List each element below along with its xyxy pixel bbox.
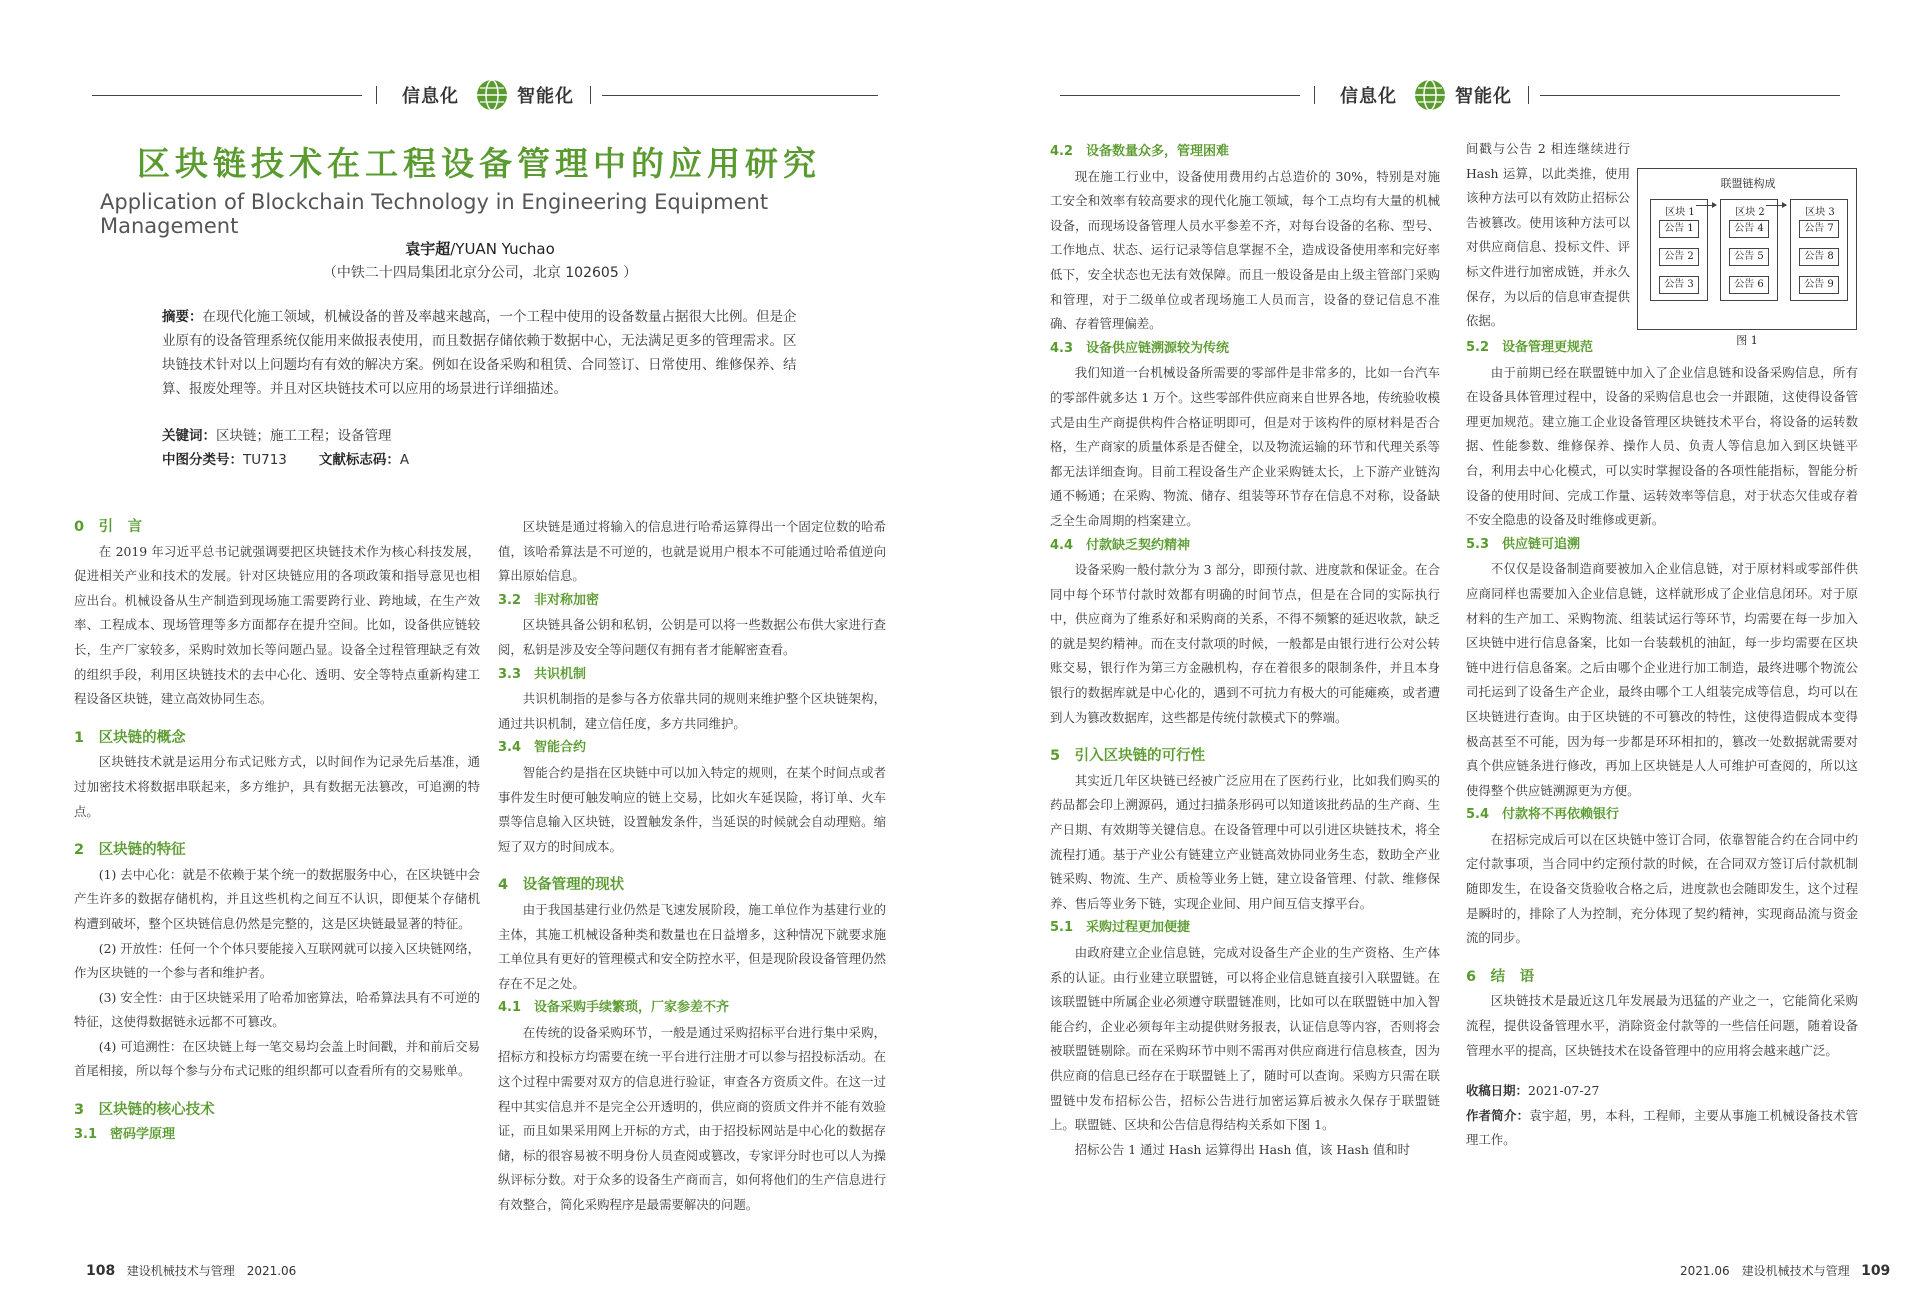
notice-box: 公告 5 bbox=[1729, 248, 1769, 266]
notice-box: 公告 4 bbox=[1729, 220, 1769, 238]
notice-box: 公告 2 bbox=[1659, 248, 1699, 266]
paragraph: (3) 安全性：由于区块链采用了哈希加密算法，哈希算法具有不可逆的特征，这使得数据链永远都不可篡改。 bbox=[74, 989, 480, 1030]
block-1 bbox=[1650, 199, 1708, 301]
notice-box: 公告 9 bbox=[1799, 276, 1839, 294]
classification-label: 中图分类号： bbox=[162, 452, 243, 468]
figure-title: 联盟链构成 bbox=[1720, 177, 1776, 190]
column-2 bbox=[498, 515, 886, 1218]
subsection-heading: 4.4 付款缺乏契约精神 bbox=[1050, 537, 1191, 553]
header-tick bbox=[376, 86, 377, 104]
block-label: 区块 2 bbox=[1735, 207, 1765, 218]
block-3 bbox=[1790, 199, 1848, 301]
section-heading: 0 引 言 bbox=[74, 519, 143, 535]
author-bio bbox=[1466, 1104, 1858, 1153]
received-label: 收稿日期： bbox=[1466, 1083, 1528, 1099]
section-heading: 3 区块链的核心技术 bbox=[74, 1102, 215, 1119]
subsection-heading: 3.3 共识机制 bbox=[498, 666, 587, 682]
author-name-cn: 袁宇超 bbox=[405, 240, 451, 258]
column-3 bbox=[1050, 140, 1440, 1162]
paragraph: 间戳与公告 2 相连继续进行 Hash 运算，以此类推，使用该种方法可以有效防止招标公告被篡改。使用该种方法可以对供应商信息、投标文件、评标文件进行加密成链，并永久保存，为以后的信息审查提供依据。 bbox=[1466, 141, 1630, 329]
classification-value: TU713 bbox=[243, 452, 287, 468]
notice-box: 公告 6 bbox=[1729, 276, 1769, 294]
header-tick bbox=[1314, 86, 1315, 104]
globe-icon bbox=[1413, 78, 1447, 112]
header-word-informatization: 信息化 bbox=[1340, 86, 1397, 107]
received-date bbox=[1466, 1079, 1858, 1104]
paragraph: 区块链技术是最近这几年发展最为迅猛的产业之一，它能简化采购流程，提供设备管理水平，消除资金付款等的一些信任问题，随着设备管理水平的提高，区块链技术在设备管理中的应用将会越来越广泛。 bbox=[1466, 993, 1858, 1058]
paragraph: 区块链技术就是运用分布式记账方式，以时间作为记录先后基准，通过加密技术将数据串联起来，多方维护，具有数据无法篡改，可追溯的特点。 bbox=[74, 754, 480, 819]
section-header-right bbox=[1060, 78, 1860, 114]
paragraph: (4) 可追溯性：在区块链上每一笔交易均会盖上时间戳，并和前后交易首尾相接，所以每个参与分布式记账的组织都可以查看所有的交易账单。 bbox=[74, 1038, 480, 1079]
page-number: 108 bbox=[86, 1263, 116, 1279]
author-line bbox=[0, 238, 960, 259]
doc-code-label: 文献标志码： bbox=[318, 452, 400, 468]
header-tick bbox=[1528, 86, 1529, 104]
notice-box: 公告 7 bbox=[1799, 220, 1839, 238]
footer-left bbox=[86, 1262, 296, 1279]
paragraph: 在传统的设备采购环节，一般是通过采购招标平台进行集中采购，招标方和投标方均需要在统一平台进行注册才可以参与招投标活动。在这个过程中需要对双方的信息进行验证，审查各方资质文件。在这一过程中其实信息并不是完全公开透明的，供应商的资质文件并不能有效验证，而且如果采用网上开标的方式，由于招投标网站是中心化的数据存储，标的很容易被不明身份人员查阅或篡改，专家评分时也可以人为操纵评标分数。对于众多的设备生产商而言，如何将他们的生产信息进行有效整合，简化采购程序是最需要解决的问题。 bbox=[498, 1024, 886, 1213]
section-heading: 5 引入区块链的可行性 bbox=[1050, 748, 1206, 765]
notice-box: 公告 8 bbox=[1799, 248, 1839, 266]
section-heading: 2 区块链的特征 bbox=[74, 842, 186, 859]
paragraph: 由政府建立企业信息链，完成对设备生产企业的生产资格、生产体系的认证。由行业建立联盟链，可以将企业信息链直接引入联盟链。在该联盟链中所属企业必须遵守联盟链准则，比如可以在联盟链中加入智能合约，企业必须每年主动提供财务报表，认证信息等内容，否则将会被联盟链剔除。而在采购环节中则不需再对供应商进行信息核查，因为供应商的信息已经存在于联盟链上了，随时可以查询。采购方只需在联盟链中发布招标公告，招标公告进行加密运算后被永久保存于联盟链上。联盟链、区块和公告信息得结构关系如下图 1。 bbox=[1050, 945, 1440, 1133]
paragraph: 在 2019 年习近平总书记就强调要把区块链技术作为核心科技发展，促进相关产业和技术的发展。针对区块链应用的各项政策和指导意见也相应出台。机械设备从生产制造到现场施工需要跨行业、跨地域，在生产效率、工程成本、现场管理等多方面都存在提升空间。比如，设备供应链较长，生产厂家较多，采购时效加长等问题凸显。设备全过程管理缺乏有效的组织手段，利用区块链技术的去中心化、透明、安全等特点重新构建工程设备区块链，建立高效协同生态。 bbox=[74, 543, 480, 707]
globe-icon bbox=[475, 78, 509, 112]
subsection-heading: 5.4 付款将不再依赖银行 bbox=[1466, 807, 1620, 823]
subsection-heading: 3.4 智能合约 bbox=[498, 740, 587, 756]
paragraph: 区块链是通过将输入的信息进行哈希运算得出一个固定位数的哈希值，该哈希算法是不可逆的，也就是说用户根本不可能通过哈希值逆向算出原始信息。 bbox=[498, 519, 886, 584]
paragraph: 招标公告 1 通过 Hash 运算得出 Hash 值，该 Hash 值和时 bbox=[1074, 1141, 1411, 1157]
paragraph: 共识机制指的是参与各方依靠共同的规则来维护整个区块链架构，通过共识机制，建立信任度，多方共同维护。 bbox=[498, 691, 886, 731]
subsection-heading: 3.2 非对称加密 bbox=[498, 592, 600, 608]
chain-arrow bbox=[1696, 205, 1716, 206]
abstract bbox=[162, 305, 807, 401]
abstract-text: 在现代化施工领域，机械设备的普及率越来越高，一个工程中使用的设备数量占据很大比例。但是企业原有的设备管理系统仅能用来做报表使用，而且数据存储依赖于数据中心，无法满足更多的管理需求。区块链技术针对以上问题均有有效的解决方案。例如在设备采购和租赁、合同签订、日常使用、维修保养、结算、报废处理等。并且对区块链技术可以应用的场景进行详细描述。 bbox=[162, 309, 797, 397]
subsection-heading: 4.3 设备供应链溯源较为传统 bbox=[1050, 340, 1230, 356]
article-title-cn: 区块链技术在工程设备管理中的应用研究 bbox=[137, 144, 821, 183]
article-title-en: Application of Blockchain Technology in Engineering Equipment Management bbox=[100, 190, 769, 238]
column-4 bbox=[1466, 336, 1858, 1153]
chain-arrow bbox=[1766, 205, 1786, 206]
page-number: 109 bbox=[1861, 1263, 1891, 1279]
bio-label: 作者简介： bbox=[1466, 1107, 1530, 1123]
paragraph: 不仅仅是设备制造商要被加入企业信息链，对于原材料或零部件供应商同样也需要加入企业信息链，这样就形成了企业信息闭环。对于原材料的生产加工、采购物流、组装试运行等环节，均需要在每一步加入区块链中进行信息备案，比如一台装载机的油缸，每一步均需要在区块链中进行信息备案。之后由哪个企业进行加工制造，最终进哪个物流公司托运到了设备生产企业，最终由哪个工人组装完成等信息，均可以在区块链进行查询。由于区块链的不可篡改的特性，这使得造假成本变得极高甚至不可能，因为每一步都是环环相扣的，篡改一处数据就需要对真个供应链条进行修改，再加上区块链是人人可维护可查阅的，所以这使得整个供应链溯源更为方便。 bbox=[1466, 561, 1858, 798]
notice-box: 公告 1 bbox=[1659, 220, 1699, 238]
paragraph: 区块链具备公钥和私钥，公钥是可以将一些数据公布供大家进行查阅，私钥是涉及安全等问题仅有拥有者才能解密查看。 bbox=[498, 617, 886, 657]
keywords-label: 关键词： bbox=[162, 428, 216, 444]
column-1 bbox=[74, 515, 480, 1147]
column-4-top bbox=[1466, 137, 1630, 334]
paragraph: 现在施工行业中，设备使用费用约占总造价的 30%，特别是对施工安全和效率有较高要求的现代化施工领域，每个工点均有大量的机械设备，而现场设备管理人员水平参差不齐，对每台设备的名称、型号、工作地点、状态、运行记录等信息掌握不全，造成设备使用率和完好率低下，安全状态也无法有效保障。而且一般设备是由上级主管部门采购和管理，对于二级单位或者现场施工人员而言，设备的登记信息不准确、存着管理偏差。 bbox=[1050, 168, 1440, 332]
bio-text: 袁宇超，男，本科，工程师，主要从事施工机械设备技术管理工作。 bbox=[1466, 1107, 1859, 1148]
doc-code-value: A bbox=[399, 452, 410, 468]
header-rule bbox=[92, 95, 362, 96]
header-word-informatization: 信息化 bbox=[402, 86, 459, 107]
figure-caption: 图 1 bbox=[1736, 334, 1758, 347]
keywords-block bbox=[162, 424, 807, 472]
paragraph: (2) 开放性：任何一个个体只要能接入互联网就可以接入区块链网络，作为区块链的一个参与者和维护者。 bbox=[74, 940, 480, 981]
footer-right bbox=[1680, 1262, 1890, 1279]
section-heading: 1 区块链的概念 bbox=[74, 729, 186, 746]
journal-name: 2021.06 建设机械技术与管理 bbox=[1680, 1264, 1850, 1278]
subsection-heading: 5.1 采购过程更加便捷 bbox=[1050, 920, 1191, 936]
section-header-left bbox=[92, 78, 892, 114]
paragraph: 其实近几年区块链已经被广泛应用在了医药行业，比如我们购买的药品都会印上溯源码，通过扫描条形码可以知道该批药品的生产商、生产日期、有效期等关键信息。在设备管理中可以引进区块链技术，将全流程打通。基于产业公有链建立产业链高效协同业务生态，数助全产业链采购、物流、生产、质检等业务上链，建立设备管理、付款、维修保养、售后等业务下链，实现企业间、用户间互信支撑平台。 bbox=[1050, 772, 1440, 911]
paragraph: 由于前期已经在联盟链中加入了企业信息链和设备采购信息，所有在设备具体管理过程中，设备的采购信息也会一并跟随，这使得设备管理更加规范。建立施工企业设备管理区块链技术平台，将设备的运转数据、性能参数、维修保养、操作人员、负责人等信息加入到区块链平台，利用去中心化模式，可以实时掌握设备的各项性能指标，智能分析设备的使用时间、完成工作量、运转效率等信息，对于状态欠佳或存着不安全隐患的设备及时维修或更新。 bbox=[1466, 364, 1858, 528]
subsection-heading: 5.2 设备管理更规范 bbox=[1466, 340, 1594, 355]
section-heading: 4 设备管理的现状 bbox=[498, 877, 625, 894]
paragraph: 在招标完成后可以在区块链中签订合同，依靠智能合约在合同中约定付款事项，当合同中约定预付款的时候，在合同双方签订后付款机制随即发生，在设备交货验收合格之后，进度款也会随即发生，这个过程是瞬时的，排除了人为控制，充分体现了契约精神，实现商品流与资金流的同步。 bbox=[1466, 831, 1858, 946]
received-value: 2021-07-27 bbox=[1527, 1083, 1600, 1099]
paragraph: 我们知道一台机械设备所需要的零部件是非常多的，比如一台汽车的零部件就多达 1 万个。这些零部件供应商来自世界各地，传统验收模式是由生产商提供构件合格证明即可，但是对于该构件的原材料是否合格，生产商家的质量体系是否健全，以及物流运输的环节和代理关系等都无法详细查询。目前工程设备生产企业采购链太长，上下游产业链沟通不畅通；在采购、物流、储存、组装等环节存在信息不对称，设备缺乏全生命周期的档案建立。 bbox=[1050, 365, 1440, 528]
notice-box: 公告 3 bbox=[1659, 276, 1699, 294]
subsection-heading: 3.1 密码学原理 bbox=[74, 1126, 176, 1142]
header-rule bbox=[1540, 95, 1840, 96]
subsection-heading: 5.3 供应链可追溯 bbox=[1466, 536, 1581, 552]
header-word-intelligence: 智能化 bbox=[1455, 86, 1512, 107]
abstract-label: 摘要： bbox=[162, 309, 203, 325]
paragraph: 由于我国基建行业仍然是飞速发展阶段，施工单位作为基建行业的主体，其施工机械设备种类和数量也在日益增多，这种情况下就要求施工单位具有更好的管理模式和安全防控水平，但是现阶段设备管理仍然存在不足之处。 bbox=[498, 901, 886, 991]
header-rule bbox=[602, 95, 878, 96]
subsection-heading: 4.2 设备数量众多，管理困难 bbox=[1050, 144, 1230, 159]
figure-consortium-chain bbox=[1637, 168, 1857, 330]
block-2 bbox=[1720, 199, 1778, 301]
paragraph: 设备采购一般付款分为 3 部分，即预付款、进度款和保证金。在合同中每个环节付款时效都有明确的时间节点，但是在合同的实际执行中，供应商为了维系好和采购商的关系，不得不频繁的延迟收款，缺乏的就是契约精神。而在支付款项的时候，一般都是由银行进行公对公转账交易，银行作为第三方金融机构，存在着很多的限制条件，并且本身银行的数据库就是中心化的，遇到不可抗力有极大的可能瘫痪，或者遭到人为篡改数据库，这些都是传统付款模式下的弊端。 bbox=[1050, 562, 1440, 725]
header-tick bbox=[590, 86, 591, 104]
affiliation: （中铁二十四局集团北京分公司，北京 102605 ） bbox=[322, 265, 638, 281]
keywords-text: 区块链；施工工程；设备管理 bbox=[216, 428, 392, 444]
subsection-heading: 4.1 设备采购手续繁琐，厂家参差不齐 bbox=[498, 1000, 730, 1016]
paragraph: (1) 去中心化：就是不依赖于某个统一的数据服务中心，在区块链中会产生许多的数据存储机构，并且这些机构之间互不认识，即便某个存储机构遭到破坏，整个区块链信息仍然是完整的，这是区块链最显著的特征。 bbox=[74, 866, 480, 931]
block-label: 区块 3 bbox=[1805, 207, 1835, 218]
block-label: 区块 1 bbox=[1665, 207, 1695, 218]
paragraph: 智能合约是指在区块链中可以加入特定的规则，在某个时间点或者事件发生时便可触发响应的链上交易，比如火车延误险，将订单、火车票等信息输入区块链，设置触发条件，当延误的时候就会自动理赔。缩短了双方的时间成本。 bbox=[498, 764, 886, 854]
header-rule bbox=[1060, 95, 1300, 96]
section-heading: 6 结 语 bbox=[1466, 968, 1535, 985]
author-name-en: /YUAN Yuchao bbox=[450, 240, 555, 258]
journal-name: 建设机械技术与管理 2021.06 bbox=[126, 1264, 297, 1278]
header-word-intelligence: 智能化 bbox=[517, 86, 574, 107]
